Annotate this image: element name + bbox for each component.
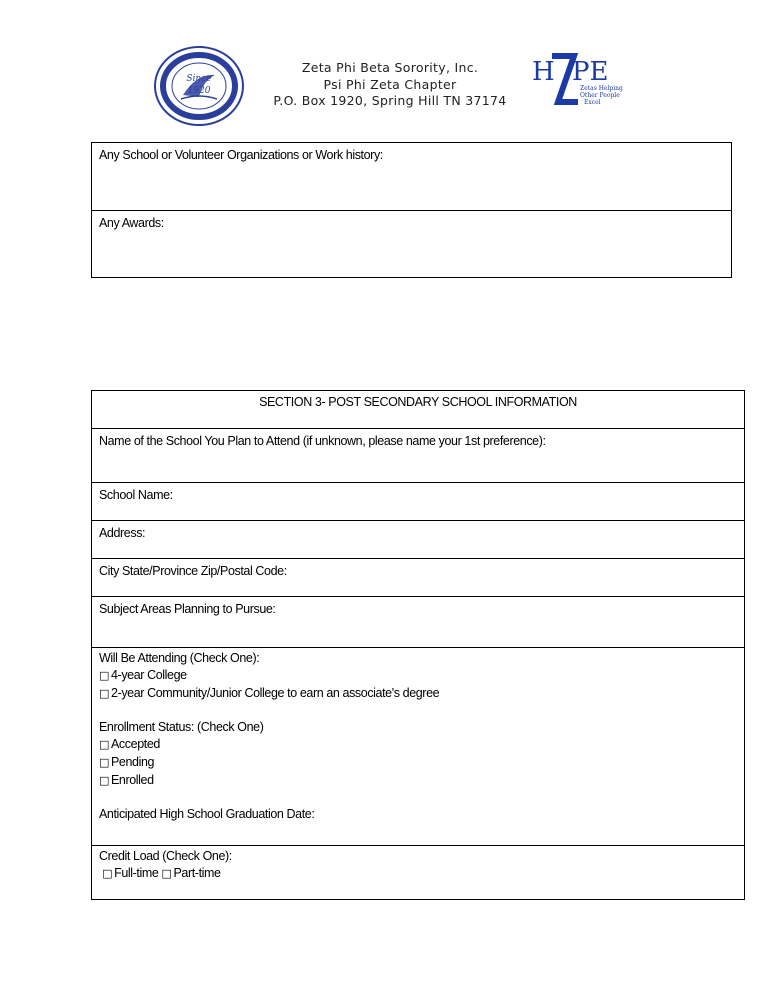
awards-field[interactable]: [92, 211, 731, 277]
credit-load-label: Credit Load (Check One):: [99, 849, 232, 863]
checkbox-icon[interactable]: □: [99, 773, 109, 787]
svg-text:Zetas Helping: Zetas Helping: [580, 85, 623, 92]
section3-title: SECTION 3- POST SECONDARY SCHOOL INFORMATION: [259, 395, 577, 409]
credit-load-cell: [92, 846, 744, 899]
school-name-label: School Name:: [99, 488, 173, 502]
svg-text:Since: Since: [186, 74, 212, 84]
credit-option-parttime[interactable]: Part-time: [173, 865, 221, 880]
attending-option-4yr[interactable]: □ 4-year College: [99, 667, 187, 682]
svg-text:H: H: [532, 57, 555, 87]
org-name: Zeta Phi Beta Sorority, Inc.: [301, 60, 479, 75]
chapter-name: Psi Phi Zeta Chapter: [323, 76, 457, 92]
enrollment-option-pending[interactable]: □ Pending: [99, 754, 155, 769]
graduation-date-label[interactable]: Anticipated High School Graduation Date:: [99, 807, 315, 822]
enrollment-option-enrolled[interactable]: □ Enrolled: [99, 772, 154, 787]
svg-text:PE: PE: [572, 57, 609, 87]
checkbox-icon[interactable]: □: [161, 866, 172, 880]
checkbox-icon[interactable]: □: [99, 686, 109, 700]
school-plan-field[interactable]: [92, 429, 744, 483]
organization-address-block: [260, 60, 520, 110]
checkbox-icon[interactable]: □: [99, 737, 109, 751]
school-plan-label: Name of the School You Plan to Attend (if unknown, please name your 1st preference):: [99, 434, 546, 448]
hope-logo-icon: [528, 50, 628, 120]
subjects-field[interactable]: [92, 597, 744, 648]
checkbox-icon[interactable]: □: [99, 668, 109, 682]
checkbox-icon[interactable]: □: [99, 755, 109, 769]
sorority-seal-icon: [153, 45, 245, 127]
awards-label: Any Awards:: [99, 216, 164, 230]
credit-option-fulltime[interactable]: Full-time: [114, 865, 159, 880]
work-history-field[interactable]: [92, 143, 731, 211]
svg-text:1920: 1920: [187, 86, 211, 96]
letterhead: [0, 0, 777, 130]
attending-option-2yr[interactable]: □ 2-year Community/Junior College to earn an associate's degree: [99, 685, 440, 700]
city-state-zip-field[interactable]: [92, 559, 744, 597]
mailing-address: P.O. Box 1920, Spring Hill TN 37174: [273, 93, 507, 108]
section3-table: [91, 390, 745, 900]
attending-label: Will Be Attending (Check One):: [99, 651, 260, 665]
subjects-label: Subject Areas Planning to Pursue:: [99, 602, 276, 616]
section3-title-row: [92, 391, 744, 429]
svg-text:Excel: Excel: [584, 99, 601, 106]
city-state-zip-label: City State/Province Zip/Postal Code:: [99, 564, 287, 578]
attendance-enrollment-cell: [92, 648, 744, 846]
svg-text:Other People: Other People: [580, 92, 620, 99]
address-field[interactable]: [92, 521, 744, 559]
address-label: Address:: [99, 526, 146, 540]
history-awards-table: [91, 142, 732, 278]
enrollment-label: Enrollment Status: (Check One): [99, 720, 264, 735]
work-history-label: Any School or Volunteer Organizations or Work history:: [99, 148, 383, 162]
checkbox-icon[interactable]: □: [102, 866, 113, 880]
school-name-field[interactable]: [92, 483, 744, 521]
enrollment-option-accepted[interactable]: □ Accepted: [99, 736, 160, 751]
credit-load-options: [99, 865, 737, 883]
